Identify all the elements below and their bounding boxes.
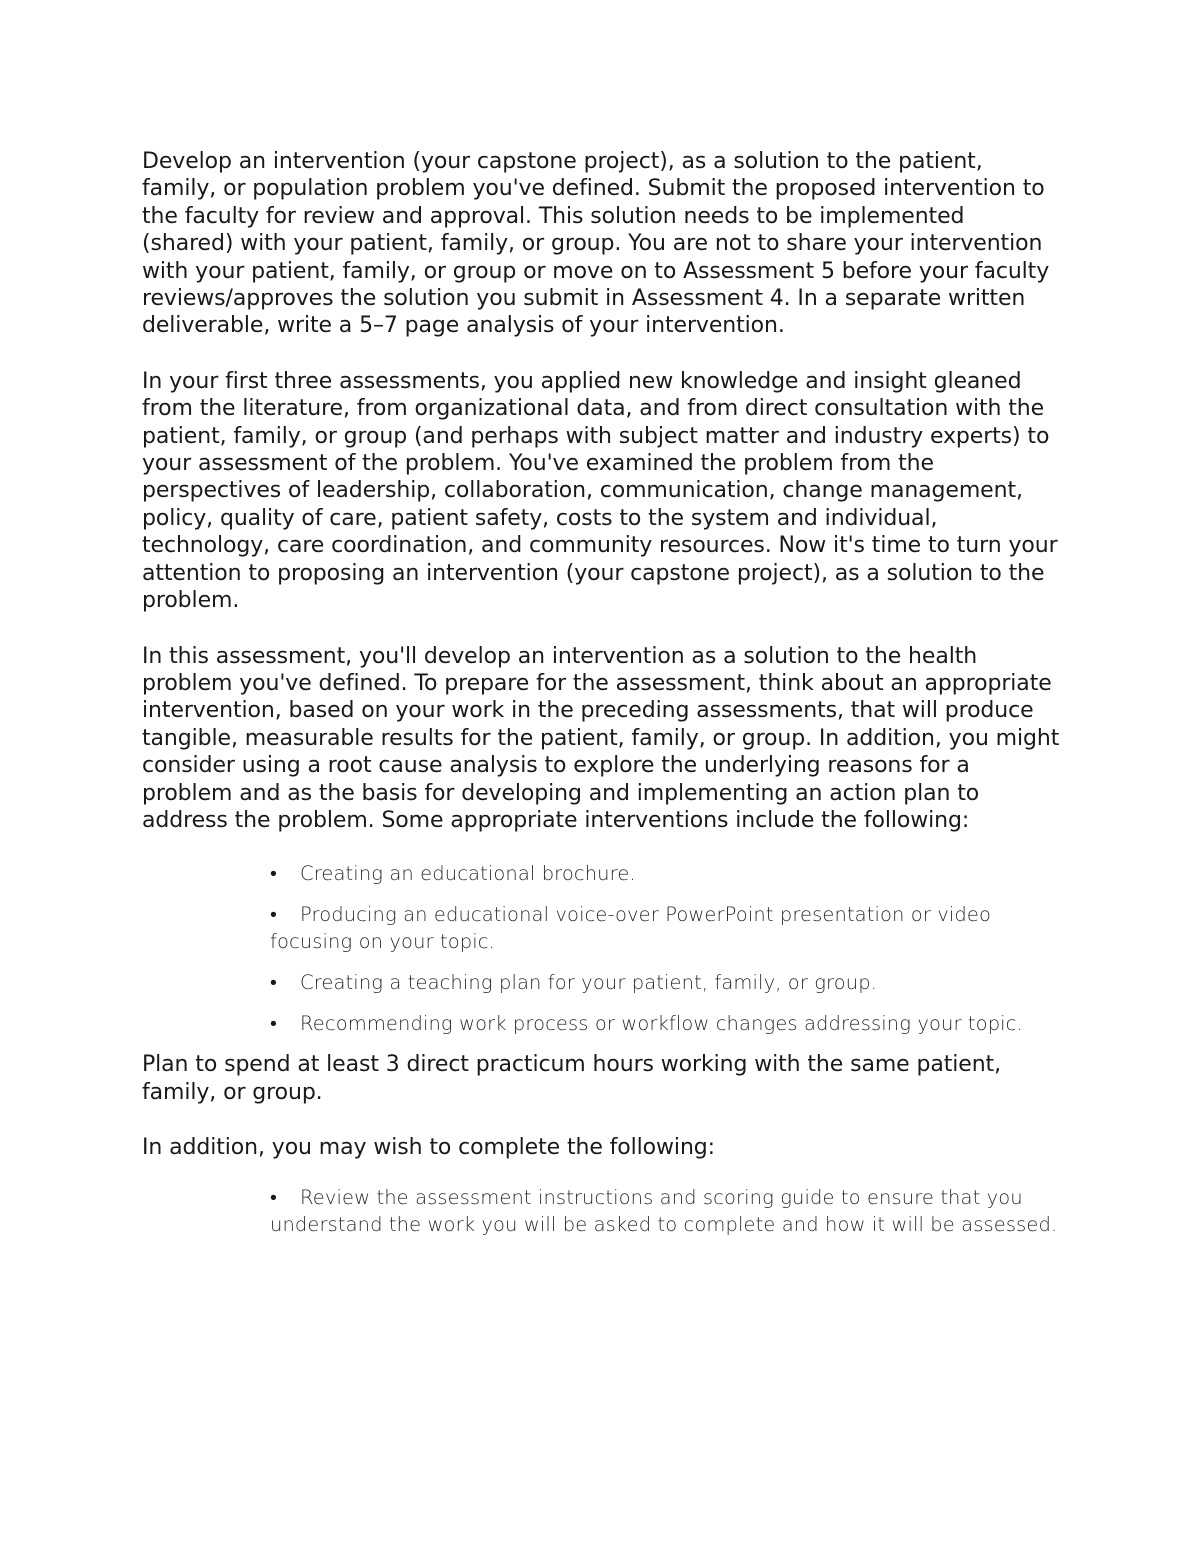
list-item bbox=[270, 1184, 1062, 1238]
list-item-text: Creating a teaching plan for your patient, family, or group. bbox=[300, 971, 878, 995]
paragraph-practicum-hours: Plan to spend at least 3 direct practicum hours working with the same patient, family, or group. bbox=[142, 1052, 1001, 1105]
paragraph-intro: Develop an intervention (your capstone project), as a solution to the patient, family, or population problem you've defined. Submit the proposed intervention to the faculty for review and approval. This solution needs to be implemented (shared) with your patient, family, or group. You are not to share your intervention with your patient, family, or group or move on to Assessment 5 before your faculty reviews/approves the solution you submit in Assessment 4. In a separate written deliverable, write a 5–7 page analysis of your intervention. bbox=[142, 149, 1050, 339]
bullet-icon: • bbox=[270, 1185, 277, 1209]
paragraph-this-assessment: In this assessment, you'll develop an intervention as a solution to the health problem you've defined. To prepare for the assessment, think about an appropriate intervention, based on your work in the preceding assessments, that will produce tangible, measurable results for the patient, family, or group. In addition, you might consider using a root cause analysis to explore the underlying reasons for a problem and as the basis for developing and implementing an action plan to address the problem. Some appropriate interventions include the following: bbox=[142, 643, 1060, 833]
list-item-text: Creating an educational brochure. bbox=[300, 862, 636, 886]
list-item bbox=[270, 901, 1062, 955]
list-item-text: Review the assessment instructions and scoring guide to ensure that you understand the work you will be asked to complete and how it will be assessed. bbox=[270, 1185, 1058, 1236]
paragraph-in-addition: In addition, you may wish to complete the following: bbox=[142, 1135, 715, 1161]
list-item bbox=[270, 860, 1062, 887]
list-item-text: Recommending work process or workflow changes addressing your topic. bbox=[300, 1012, 1023, 1036]
additional-list bbox=[142, 1184, 1062, 1238]
list-item bbox=[270, 969, 1062, 996]
paragraph-previous-assessments: In your first three assessments, you applied new knowledge and insight gleaned from the literature, from organizational data, and from direct consultation with the patient, family, or group (and perhaps with subject matter and industry experts) to your assessment of the problem. You've examined the problem from the perspectives of leadership, collaboration, communication, change management, policy, quality of care, patient safety, costs to the system and individual, technology, care coordination, and community resources. Now it's time to turn your attention to proposing an intervention (your capstone project), as a solution to the problem. bbox=[142, 368, 1058, 614]
bullet-icon: • bbox=[270, 971, 277, 995]
interventions-list bbox=[142, 860, 1062, 1037]
document-body bbox=[142, 148, 1062, 1252]
bullet-icon: • bbox=[270, 862, 277, 886]
bullet-icon: • bbox=[270, 903, 277, 927]
bullet-icon: • bbox=[270, 1012, 277, 1036]
list-item bbox=[270, 1010, 1062, 1037]
list-item-text: Producing an educational voice-over PowerPoint presentation or video focusing on your topic. bbox=[270, 903, 991, 954]
